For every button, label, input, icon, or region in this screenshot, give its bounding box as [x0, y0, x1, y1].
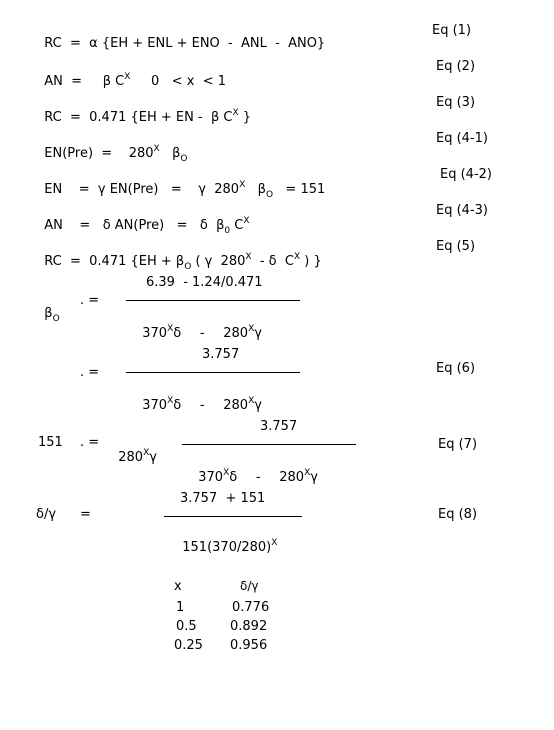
equation-4-1-subscript: O — [180, 154, 188, 164]
equation-5-delta-term: - δ C — [251, 254, 294, 269]
fraction-2-tag: Eq (6) — [436, 361, 476, 376]
equation-4-3-exponent: X — [243, 216, 250, 226]
equation-4-1 — [36, 132, 187, 164]
fraction-3-den-a: 370 — [198, 470, 224, 485]
equation-5-lhs: RC = 0.471 {EH + β — [44, 254, 185, 269]
equation-4-2-beta: β — [245, 182, 266, 197]
fraction-3-equals: . = — [80, 435, 100, 450]
equation-4-3-tag: Eq (4-3) — [436, 203, 488, 218]
fraction-2-numerator: 3.757 — [202, 347, 240, 362]
equation-3 — [36, 96, 251, 124]
fraction-2-den-a-exp: X — [167, 396, 174, 406]
equation-2-exponent: X — [124, 72, 131, 82]
fraction-2-den-a: 370 — [142, 398, 168, 413]
equation-4-2-value: = 151 — [273, 182, 326, 197]
equation-2-tag: Eq (2) — [436, 59, 476, 74]
fraction-2-den-a-sym: δ — [173, 398, 182, 413]
fraction-4-den-exp: X — [271, 538, 278, 548]
equation-4-1-exponent: X — [153, 144, 160, 154]
table-row-1-x: 1 — [176, 600, 185, 615]
table-row-2-ratio: 0.892 — [230, 619, 268, 634]
table-row-1-ratio: 0.776 — [232, 600, 270, 615]
equation-4-2-exponent: X — [239, 180, 246, 190]
equation-4-1-tag: Eq (4-1) — [436, 131, 488, 146]
equation-3-close: } — [238, 110, 252, 125]
fraction-2-equals: . = — [80, 365, 100, 380]
fraction-3-den-a-sym: δ — [229, 470, 238, 485]
fraction-4-numerator: 3.757 + 151 — [180, 491, 266, 506]
fraction-3-prefactor — [110, 436, 157, 464]
equation-1-tag: Eq (1) — [432, 23, 472, 38]
equation-4-3-c: C — [230, 218, 244, 233]
fraction-3-den-b-sym: γ — [310, 470, 318, 485]
fraction-3-den-b-exp: X — [304, 468, 311, 478]
fraction-3-tag: Eq (7) — [438, 437, 478, 452]
fraction-1-den-b: 280 — [223, 326, 249, 341]
fraction-3-bar — [182, 444, 356, 445]
equation-4-3-subscript: 0 — [224, 226, 231, 236]
fraction-2-den-b: 280 — [223, 398, 249, 413]
fraction-1-den-op: - — [199, 326, 205, 341]
fraction-1-lhs — [36, 294, 60, 324]
equation-1 — [36, 24, 325, 50]
fraction-1-den-b-sym: γ — [254, 326, 262, 341]
equation-2-lhs: AN = β C — [44, 74, 125, 89]
fraction-4-den-value: 151(370/280) — [182, 540, 272, 555]
equation-5-exponent-2: X — [293, 252, 301, 262]
fraction-2-den-b-exp: X — [248, 396, 255, 406]
table-row-3-x: 0.25 — [174, 638, 203, 653]
fraction-1-den-b-exp: X — [248, 324, 255, 334]
fraction-2-denominator — [134, 384, 262, 412]
equation-5-tag: Eq (5) — [436, 239, 476, 254]
equation-1-body: RC = α {EH + ENL + ENO - ANL - ANO} — [44, 36, 326, 51]
table-header-ratio: δ/γ — [240, 579, 259, 593]
fraction-1-numerator: 6.39 - 1.24/0.471 — [146, 275, 263, 290]
fraction-1-equals: . = — [80, 293, 100, 308]
fraction-3-pre-sym: γ — [149, 450, 157, 465]
equation-5-subscript: O — [184, 262, 192, 272]
fraction-3-den-a-exp: X — [223, 468, 230, 478]
fraction-1-beta: β — [44, 306, 53, 321]
equation-4-2-subscript: O — [265, 190, 274, 200]
fraction-2-den-op: - — [199, 398, 205, 413]
fraction-1-subscript: O — [52, 314, 60, 324]
fraction-1-denominator — [134, 312, 262, 340]
fraction-3-denominator — [190, 456, 318, 484]
fraction-4-bar — [164, 516, 302, 517]
equation-5 — [36, 240, 322, 272]
fraction-3-pre-value: 280 — [118, 450, 144, 465]
fraction-3-den-b: 280 — [279, 470, 305, 485]
table-header-x: x — [174, 579, 182, 594]
fraction-1-bar — [126, 300, 300, 301]
equation-4-1-lhs: EN(Pre) = 280 — [44, 146, 154, 161]
fraction-3-numerator: 3.757 — [260, 419, 298, 434]
fraction-4-equals: = — [80, 507, 91, 522]
equation-4-2-tag: Eq (4-2) — [440, 167, 492, 182]
equation-4-1-beta: β — [159, 146, 181, 161]
fraction-2-den-b-sym: γ — [254, 398, 262, 413]
equation-3-exponent: X — [232, 108, 239, 118]
fraction-4-tag: Eq (8) — [438, 507, 478, 522]
equation-2-condition: 0 < x < 1 — [130, 74, 226, 89]
equation-5-gamma-term: ( γ 280 — [191, 254, 246, 269]
equation-4-3 — [36, 204, 250, 236]
equation-5-close: ) } — [300, 254, 322, 269]
fraction-3-den-op: - — [255, 470, 261, 485]
fraction-1-den-a-sym: δ — [173, 326, 182, 341]
equation-3-tag: Eq (3) — [436, 95, 476, 110]
fraction-2-bar — [126, 372, 300, 373]
fraction-3-lhs: 151 — [38, 435, 63, 450]
fraction-4-denominator — [174, 526, 277, 554]
equation-4-2-lhs: EN = γ EN(Pre) = γ 280 — [44, 182, 240, 197]
table-row-3-ratio: 0.956 — [230, 638, 268, 653]
equation-4-3-lhs: AN = δ AN(Pre) = δ β — [44, 218, 225, 233]
equation-2 — [36, 60, 226, 88]
equation-3-lhs: RC = 0.471 {EH + EN - β C — [44, 110, 233, 125]
fraction-4-lhs: δ/γ — [36, 507, 57, 522]
fraction-1-den-a-exp: X — [167, 324, 174, 334]
equation-5-exponent: X — [245, 252, 252, 262]
equation-4-2 — [36, 168, 325, 200]
fraction-1-den-a: 370 — [142, 326, 168, 341]
fraction-3-pre-exp: X — [143, 448, 150, 458]
table-row-2-x: 0.5 — [176, 619, 197, 634]
